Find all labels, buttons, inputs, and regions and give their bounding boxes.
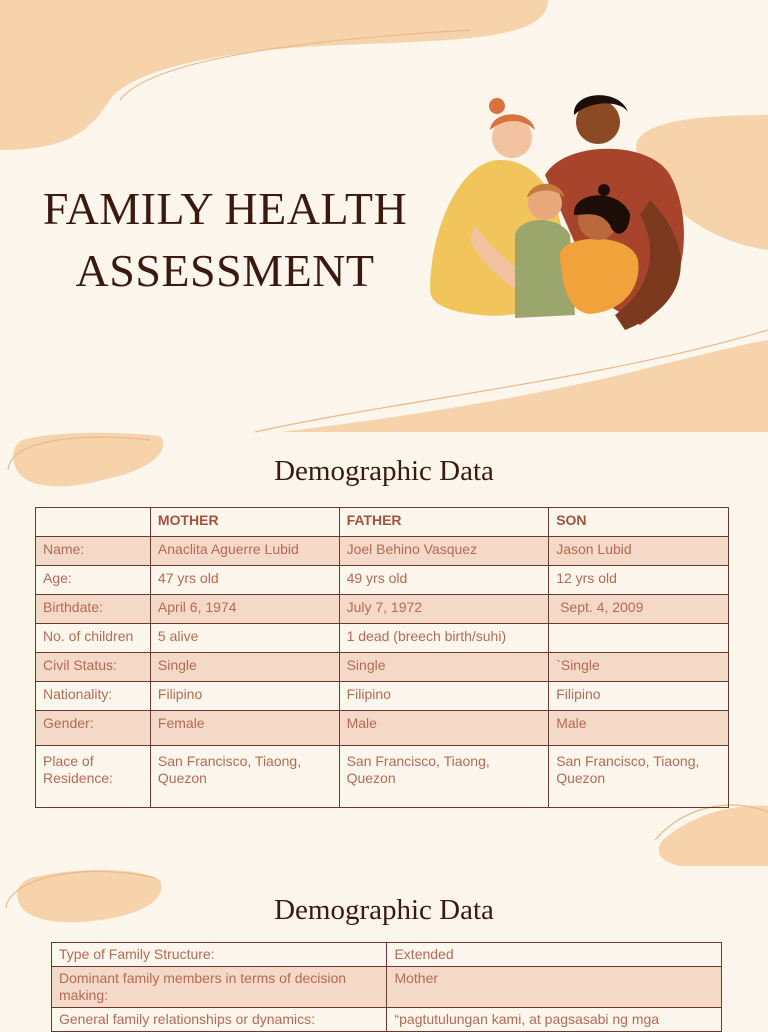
row-label: Age: bbox=[36, 566, 151, 595]
row-label: Civil Status: bbox=[36, 653, 151, 682]
table-cell: Sept. 4, 2009 bbox=[549, 595, 729, 624]
table-cell: July 7, 1972 bbox=[339, 595, 549, 624]
row-label: Nationality: bbox=[36, 682, 151, 711]
table-cell: Male bbox=[339, 711, 549, 746]
row-label: Gender: bbox=[36, 711, 151, 746]
page-title: FAMILY HEALTH ASSESSMENT bbox=[42, 183, 408, 296]
row-label: Type of Family Structure: bbox=[52, 943, 387, 967]
table-cell: “pagtutulungan kami, at pagsasabi ng mga bbox=[387, 1008, 722, 1032]
table-row bbox=[36, 653, 729, 682]
section-title-demographic-2: Demographic Data bbox=[274, 894, 494, 926]
table-cell: Jason Lubid bbox=[549, 537, 729, 566]
section-title-demographic: Demographic Data bbox=[274, 455, 494, 487]
table-row bbox=[52, 967, 722, 1008]
row-label: Birthdate: bbox=[36, 595, 151, 624]
table-row bbox=[36, 595, 729, 624]
table-cell: 12 yrs old bbox=[549, 566, 729, 595]
row-label: No. of children bbox=[36, 624, 151, 653]
table-cell: Anaclita Aguerre Lubid bbox=[150, 537, 339, 566]
table-cell: Male bbox=[549, 711, 729, 746]
row-label: Dominant family members in terms of decision making: bbox=[52, 967, 387, 1008]
table-cell: Joel Behino Vasquez bbox=[339, 537, 549, 566]
family-illustration bbox=[420, 88, 700, 338]
table-row bbox=[36, 711, 729, 746]
table-header-row bbox=[36, 508, 729, 537]
table-cell: San Francisco, Tiaong, Quezon bbox=[549, 746, 729, 808]
table-cell: 47 yrs old bbox=[150, 566, 339, 595]
table-cell: April 6, 1974 bbox=[150, 595, 339, 624]
header-cell: FATHER bbox=[339, 508, 549, 537]
table-cell: Filipino bbox=[549, 682, 729, 711]
row-label: Place of Residence: bbox=[36, 746, 151, 808]
table-cell: Single bbox=[339, 653, 549, 682]
table-cell: San Francisco, Tiaong, Quezon bbox=[150, 746, 339, 808]
table-cell: Filipino bbox=[339, 682, 549, 711]
table-cell bbox=[549, 624, 729, 653]
table-cell: 5 alive bbox=[150, 624, 339, 653]
table-row bbox=[36, 746, 729, 808]
table-row bbox=[52, 1008, 722, 1032]
table-row bbox=[36, 566, 729, 595]
row-label: Name: bbox=[36, 537, 151, 566]
demographic-table bbox=[35, 507, 729, 808]
table-row bbox=[52, 943, 722, 967]
family-structure-table bbox=[51, 942, 722, 1032]
header-cell: SON bbox=[549, 508, 729, 537]
table-cell: Filipino bbox=[150, 682, 339, 711]
table-cell: 49 yrs old bbox=[339, 566, 549, 595]
table-cell: Single bbox=[150, 653, 339, 682]
table-cell: Extended bbox=[387, 943, 722, 967]
header-cell bbox=[36, 508, 151, 537]
table-cell: Female bbox=[150, 711, 339, 746]
table-row bbox=[36, 682, 729, 711]
table-cell: San Francisco, Tiaong, Quezon bbox=[339, 746, 549, 808]
table-cell: Mother bbox=[387, 967, 722, 1008]
header-cell: MOTHER bbox=[150, 508, 339, 537]
row-label: General family relationships or dynamics: bbox=[52, 1008, 387, 1032]
table-row bbox=[36, 624, 729, 653]
table-cell: 1 dead (breech birth/suhi) bbox=[339, 624, 549, 653]
table-row bbox=[36, 537, 729, 566]
table-cell: `Single bbox=[549, 653, 729, 682]
